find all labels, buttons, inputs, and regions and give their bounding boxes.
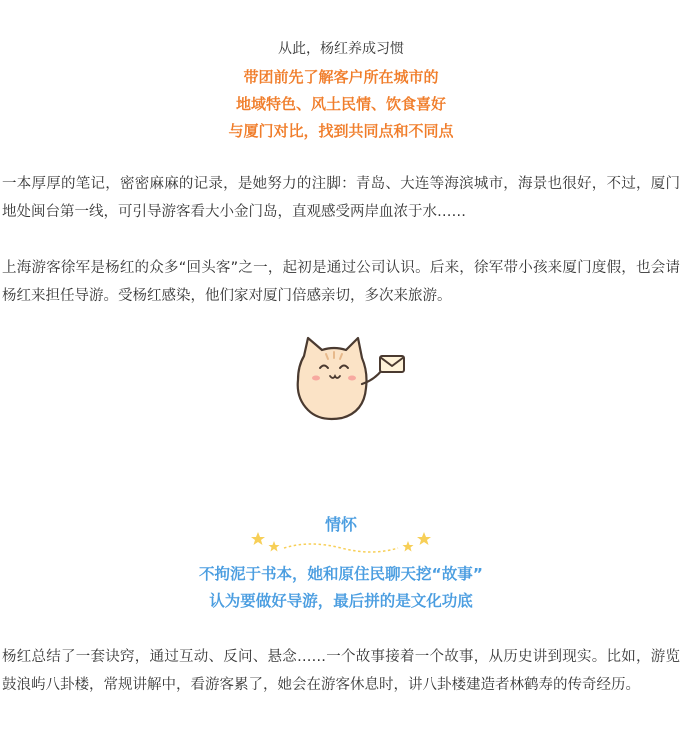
section-highlight-2: 认为要做好导游，最后拼的是文化功底: [209, 592, 473, 610]
paragraph-returning-guest: 上海游客徐军是杨红的众多“回头客”之一，起初是通过公司认识。后来，徐军带小孩来厦门度假，也会请杨红来担任导游。受杨红感染，他们家对厦门倍感亲切，多次来旅游。: [2, 260, 680, 304]
cat-with-letter-icon: [282, 326, 412, 426]
star-icon: [403, 541, 414, 552]
title-ornament: [248, 528, 434, 554]
star-icon: [251, 532, 265, 545]
intro-line: 从此，杨红养成习惯: [278, 41, 404, 57]
envelope-icon: [380, 356, 404, 372]
paragraph-notes: 一本厚厚的笔记，密密麻麻的记录，是她努力的注脚：青岛、大连等海滨城市，海景也很好，不过，厦门地处闽台第一线，可引导游客看大小金门岛，直观感受两岸血浓于水……: [2, 176, 680, 220]
highlight-line-1: 带团前先了解客户所在城市的: [243, 68, 439, 86]
section-highlight-1: 不拘泥于书本，她和原住民聊天挖“故事”: [199, 565, 483, 583]
section-title: 情怀: [324, 515, 357, 534]
highlight-line-3: 与厦门对比，找到共同点和不同点: [228, 122, 454, 140]
star-icon: [269, 541, 280, 552]
highlight-line-2: 地域特色、风土民情、饮食喜好: [235, 95, 446, 113]
star-icon: [417, 532, 431, 545]
paragraph-storytelling: 杨红总结了一套诀窍，通过互动、反问、悬念……一个故事接着一个故事，从历史讲到现实。比如，游览鼓浪屿八卦楼，常规讲解中，看游客累了，她会在游客休息时，讲八卦楼建造者林鹤寿的传奇经历。: [2, 649, 680, 693]
